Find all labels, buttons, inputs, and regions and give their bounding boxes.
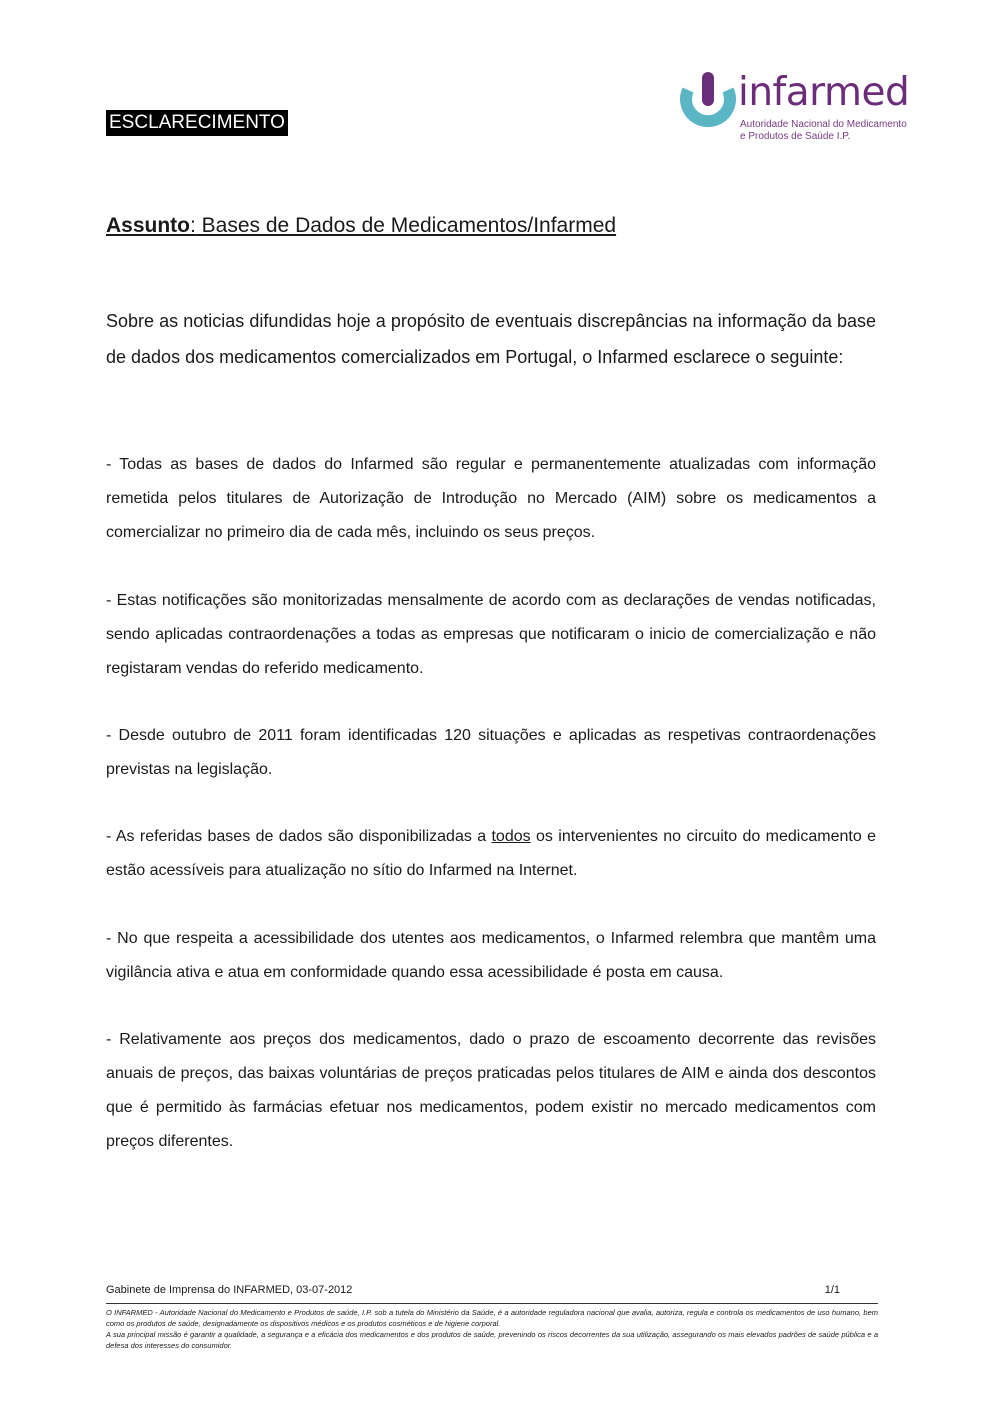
infarmed-logo-icon — [680, 72, 736, 128]
footer-disclaimer — [106, 1307, 878, 1351]
disclaimer-paragraph-2: A sua principal missão é garantir a qualidade, a segurança e a eficácia dos medicamentos e dos produtos de saúde, prevenindo os riscos decorrentes da sua utilização, assegurando os mais elevados padrões de saúde pública e a defesa dos interesses do consumidor. — [106, 1330, 878, 1350]
logo-subtitle-line2: e Produtos de Saúde I.P. — [740, 131, 851, 142]
footer-source: Gabinete de Imprensa do INFARMED, 03-07-2012 — [106, 1284, 353, 1296]
disclaimer-paragraph-1: O INFARMED - Autoridade Nacional do Medicamento e Produtos de saúde, I.P. sob a tutela do Ministério da Saúde, é a autoridade reguladora nacional que avalia, autoriza, regula e controla os medicamentos de uso humano, bem como os produtos de saúde, designadamente os dispositivos médicos e os produtos cosméticos e de higiene corporal. — [106, 1308, 878, 1328]
paragraph-availability — [106, 820, 876, 888]
footer-divider — [106, 1303, 878, 1304]
logo-subtitle — [740, 119, 907, 143]
infarmed-logo — [680, 72, 910, 152]
subject-line — [106, 212, 616, 240]
subject-text: Bases de Dados de Medicamentos/Infarmed — [195, 214, 617, 237]
paragraph-monitoring: - Estas notificações são monitorizadas mensalmente de acordo com as declarações de vendas notificadas, sendo aplicadas contraordenações a todas as empresas que notificaram o inicio de comercialização e não registaram vendas do referido medicamento. — [106, 592, 876, 677]
underlined-word-todos: todos — [491, 828, 531, 845]
intro-paragraph: Sobre as noticias difundidas hoje a propósito de eventuais discrepâncias na informação da base de dados dos medicamentos comercializados em Portugal, o Infarmed esclarece o seguinte: — [106, 311, 876, 367]
paragraph-availability-end: os intervenientes no circuito do medicamento e estão acessíveis para atualização no sítio do Infarmed na Internet. — [106, 828, 876, 879]
document-type-label: ESCLARECIMENTO — [106, 110, 288, 136]
subject-label: Assunto — [106, 214, 190, 237]
footer-source-line — [106, 1282, 840, 1298]
paragraph-accessibility: - No que respeita a acessibilidade dos utentes aos medicamentos, o Infarmed relembra que mantêm uma vigilância ativa e atua em conformidade quando essa acessibilidade é posta em causa. — [106, 930, 876, 981]
subject-colon: : — [190, 214, 196, 237]
paragraph-situations-identified: - Desde outubro de 2011 foram identificadas 120 situações e aplicadas as respetivas contraordenações previstas na legislação. — [106, 727, 876, 778]
paragraph-availability-start: - As referidas bases de dados são disponibilizadas a — [106, 828, 492, 845]
logo-subtitle-line1: Autoridade Nacional do Medicamento — [740, 119, 907, 130]
logo-wordmark: infarmed — [738, 70, 910, 115]
paragraph-databases-updated: - Todas as bases de dados do Infarmed são regular e permanentemente atualizadas com informação remetida pelos titulares de Autorização de Introdução no Mercado (AIM) sobre os medicamentos a comercializar no primeiro dia de cada mês, incluindo os seus preços. — [106, 456, 876, 541]
page-number: 1/1 — [824, 1284, 840, 1296]
paragraph-prices: - Relativamente aos preços dos medicamentos, dado o prazo de escoamento decorrente das revisões anuais de preços, das baixas voluntárias de preços praticadas pelos titulares de AIM e ainda dos descontos que é permitido às farmácias efetuar nos medicamentos, podem existir no mercado medicamentos com preços diferentes. — [106, 1031, 876, 1150]
